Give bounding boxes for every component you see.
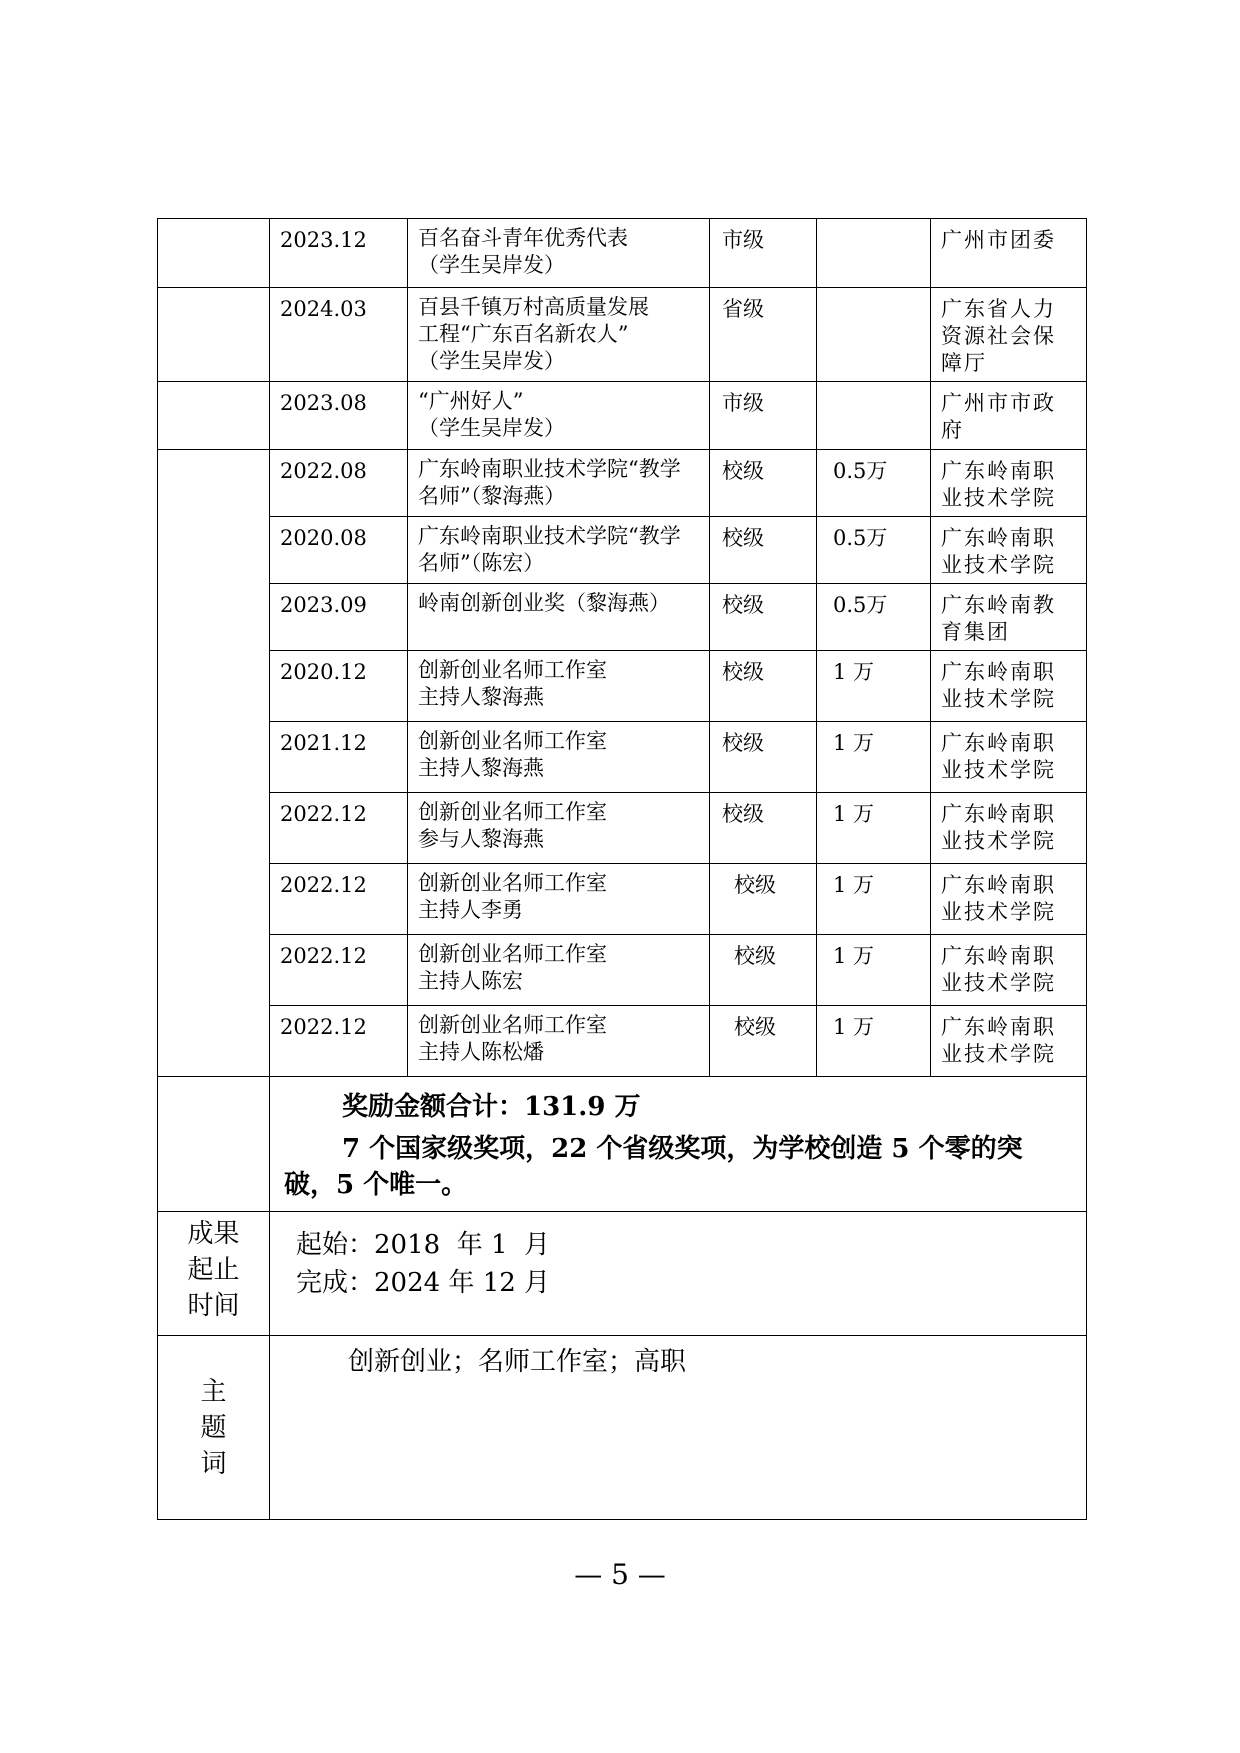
category-cell xyxy=(158,1077,270,1212)
award-organization: 广东岭南职 业技术学院 xyxy=(931,935,1087,1006)
award-level: 市级 xyxy=(710,219,817,288)
award-item: 广东岭南职业技术学院“教学 名师”（黎海燕） xyxy=(408,450,710,517)
table-row xyxy=(158,722,1087,793)
table-row xyxy=(158,288,1087,382)
table-row xyxy=(158,382,1087,450)
award-level: 校级 xyxy=(710,584,817,651)
award-date: 2020.08 xyxy=(270,517,408,584)
award-amount xyxy=(817,219,931,288)
table-row xyxy=(158,935,1087,1006)
award-date: 2023.12 xyxy=(270,219,408,288)
award-amount: 0.5万 xyxy=(817,517,931,584)
award-date: 2020.12 xyxy=(270,651,408,722)
award-level: 校级 xyxy=(710,935,817,1006)
achievements-text-cont: 破，5 个唯一。 xyxy=(284,1170,468,1200)
award-level: 校级 xyxy=(710,651,817,722)
award-amount: 1 万 xyxy=(817,1006,931,1077)
award-item: 岭南创新创业奖（黎海燕） xyxy=(408,584,710,651)
awards-table xyxy=(157,218,1087,1520)
period-label: 成果 起止 时间 xyxy=(158,1212,270,1336)
award-level: 省级 xyxy=(710,288,817,382)
period-value xyxy=(270,1212,1087,1336)
award-item: 广东岭南职业技术学院“教学 名师”（陈宏） xyxy=(408,517,710,584)
table-row xyxy=(158,864,1087,935)
keywords-value: 创新创业；名师工作室；高职 xyxy=(270,1336,1087,1520)
award-level: 校级 xyxy=(710,450,817,517)
award-organization: 广州市市政 府 xyxy=(931,382,1087,450)
award-organization: 广东岭南职 业技术学院 xyxy=(931,517,1087,584)
award-date: 2023.09 xyxy=(270,584,408,651)
period-end: 完成：2024 年 12 月 xyxy=(296,1268,551,1298)
total-amount: 奖励金额合计：131.9 万 xyxy=(342,1092,641,1122)
award-level: 校级 xyxy=(710,793,817,864)
award-amount xyxy=(817,382,931,450)
award-item: 创新创业名师工作室 参与人黎海燕 xyxy=(408,793,710,864)
award-amount: 1 万 xyxy=(817,722,931,793)
award-item: 创新创业名师工作室 主持人李勇 xyxy=(408,864,710,935)
award-item: 创新创业名师工作室 主持人陈宏 xyxy=(408,935,710,1006)
award-organization: 广东岭南职 业技术学院 xyxy=(931,651,1087,722)
award-level: 校级 xyxy=(710,1006,817,1077)
keywords-row xyxy=(158,1336,1087,1520)
award-date: 2023.08 xyxy=(270,382,408,450)
period-start: 起始：2018 年 1 月 xyxy=(296,1230,551,1260)
page-number: — 5 — xyxy=(574,1558,666,1591)
award-amount xyxy=(817,288,931,382)
award-item: 创新创业名师工作室 主持人黎海燕 xyxy=(408,651,710,722)
award-level: 校级 xyxy=(710,864,817,935)
table-row xyxy=(158,219,1087,288)
award-date: 2022.12 xyxy=(270,793,408,864)
summary-row xyxy=(158,1077,1087,1212)
category-cell xyxy=(158,288,270,382)
award-organization: 广州市团委 xyxy=(931,219,1087,288)
table-row xyxy=(158,450,1087,517)
table-row xyxy=(158,517,1087,584)
achievements-text: 7 个国家级奖项，22 个省级奖项，为学校创造 5 个零的突 xyxy=(342,1134,1023,1164)
award-organization: 广东岭南职 业技术学院 xyxy=(931,722,1087,793)
award-item: 创新创业名师工作室 主持人陈松燔 xyxy=(408,1006,710,1077)
award-organization: 广东岭南职 业技术学院 xyxy=(931,1006,1087,1077)
table-row xyxy=(158,584,1087,651)
summary-cell xyxy=(270,1077,1087,1212)
award-date: 2022.12 xyxy=(270,864,408,935)
award-organization: 广东岭南职 业技术学院 xyxy=(931,864,1087,935)
award-level: 校级 xyxy=(710,722,817,793)
table-row xyxy=(158,793,1087,864)
award-level: 校级 xyxy=(710,517,817,584)
award-amount: 0.5万 xyxy=(817,584,931,651)
award-amount: 1 万 xyxy=(817,651,931,722)
table-row xyxy=(158,651,1087,722)
category-cell xyxy=(158,450,270,1077)
award-amount: 1 万 xyxy=(817,793,931,864)
award-level: 市级 xyxy=(710,382,817,450)
award-organization: 广东省人力 资源社会保 障厅 xyxy=(931,288,1087,382)
award-date: 2022.12 xyxy=(270,935,408,1006)
award-date: 2022.08 xyxy=(270,450,408,517)
award-organization: 广东岭南教 育集团 xyxy=(931,584,1087,651)
award-item: “广州好人” （学生吴岸发） xyxy=(408,382,710,450)
award-item: 百县千镇万村高质量发展 工程“广东百名新农人” （学生吴岸发） xyxy=(408,288,710,382)
award-amount: 1 万 xyxy=(817,864,931,935)
keywords-label: 主 题 词 xyxy=(158,1336,270,1520)
award-date: 2022.12 xyxy=(270,1006,408,1077)
award-amount: 0.5万 xyxy=(817,450,931,517)
table-row xyxy=(158,1006,1087,1077)
award-amount: 1 万 xyxy=(817,935,931,1006)
category-cell xyxy=(158,382,270,450)
award-organization: 广东岭南职 业技术学院 xyxy=(931,450,1087,517)
award-organization: 广东岭南职 业技术学院 xyxy=(931,793,1087,864)
award-date: 2024.03 xyxy=(270,288,408,382)
award-item: 创新创业名师工作室 主持人黎海燕 xyxy=(408,722,710,793)
category-cell xyxy=(158,219,270,288)
award-item: 百名奋斗青年优秀代表 （学生吴岸发） xyxy=(408,219,710,288)
award-date: 2021.12 xyxy=(270,722,408,793)
period-row xyxy=(158,1212,1087,1336)
awards-table-page xyxy=(157,218,1086,1520)
